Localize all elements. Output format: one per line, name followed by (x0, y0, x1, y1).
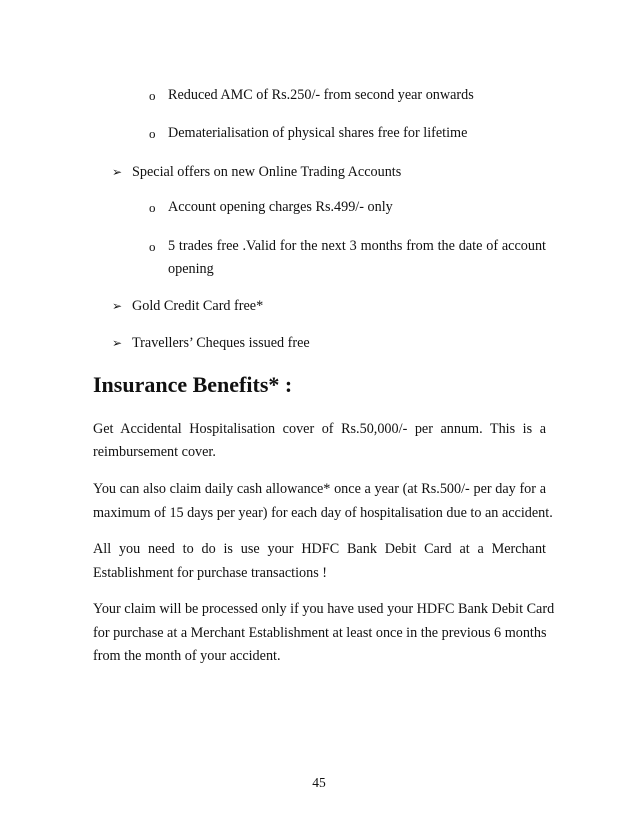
paragraph-line: Your claim will be processed only if you have used your HDFC Bank Debit Card (93, 601, 555, 617)
special-offers-label: Special offers on new Online Trading Accounts (132, 164, 402, 180)
arrow-bullet-icon: ➢ (112, 299, 123, 313)
sub-bullet-text-continued: opening (168, 261, 214, 277)
arrow-bullet-icon: ➢ (112, 336, 123, 350)
bullet-text: Gold Credit Card free* (132, 298, 264, 314)
sub-bullet-text: 5 trades free .Valid for the next 3 months from the date of account (168, 238, 546, 254)
sub-bullet-text: Dematerialisation of physical shares free for lifetime (168, 125, 468, 141)
sub-bullet-marker: o (149, 126, 156, 141)
paragraph-line: Get Accidental Hospitalisation cover of Rs.50,000/- per annum. This is a (93, 421, 546, 437)
bullet-text: Travellers’ Cheques issued free (132, 335, 310, 351)
paragraph-line: Establishment for purchase transactions ! (93, 565, 328, 581)
paragraph-line: You can also claim daily cash allowance* once a year (at Rs.500/- per day for a (93, 481, 546, 497)
arrow-bullet-icon: ➢ (112, 165, 123, 179)
section-heading: Insurance Benefits* : (93, 372, 293, 397)
paragraph-line: from the month of your accident. (93, 648, 281, 664)
sub-bullet-marker: o (149, 239, 156, 254)
paragraph-line: All you need to do is use your HDFC Bank Debit Card at a Merchant (93, 541, 546, 557)
sub-bullet-marker: o (149, 88, 156, 103)
paragraph-line: reimbursement cover. (93, 444, 216, 460)
paragraph-line: for purchase at a Merchant Establishment at least once in the previous 6 months (93, 625, 547, 641)
paragraph-line: maximum of 15 days per year) for each day of hospitalisation due to an accident. (93, 505, 553, 521)
sub-bullet-marker: o (149, 200, 156, 215)
page-number: 45 (312, 775, 326, 790)
sub-bullet-text: Reduced AMC of Rs.250/- from second year onwards (168, 87, 474, 103)
sub-bullet-text: Account opening charges Rs.499/- only (168, 199, 393, 215)
